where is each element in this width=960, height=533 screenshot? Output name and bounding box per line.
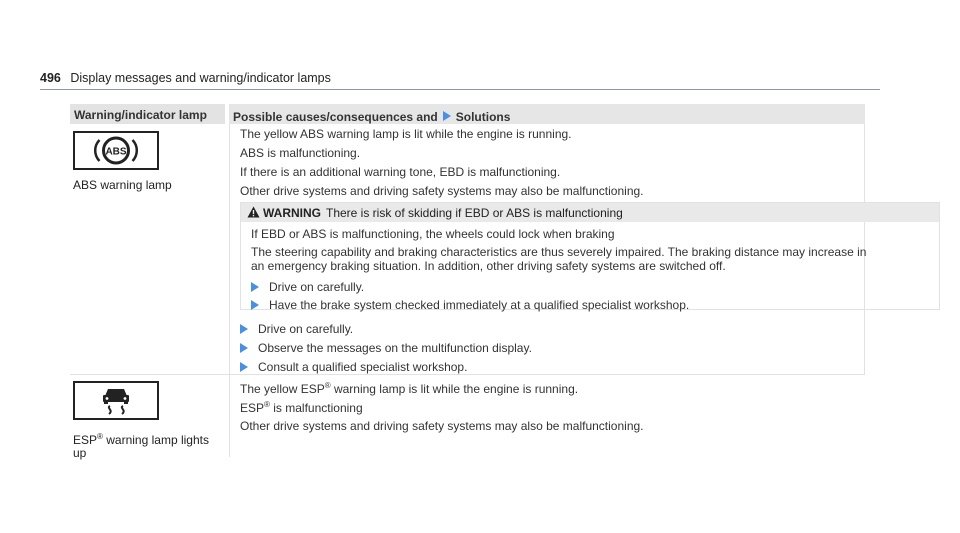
step-text: Consult a qualified specialist workshop. [258, 360, 468, 374]
cause-line: Other drive systems and driving safety systems may also be malfunctioning. [240, 419, 644, 433]
arrow-icon [251, 282, 259, 292]
abs-icon-text: ABS [105, 146, 127, 158]
cause-line: ESP® is malfunctioning [240, 400, 363, 415]
step-text: Observe the messages on the multifunction display. [258, 341, 532, 355]
col-header-causes [229, 104, 865, 124]
lamp-table [70, 104, 867, 460]
arrow-icon [443, 111, 451, 121]
step-text: Drive on carefully. [258, 322, 354, 336]
label-text: warning lamp lights [102, 433, 209, 447]
solution-step [240, 322, 353, 336]
table-row [70, 124, 865, 375]
warning-box [240, 202, 940, 310]
cause-line: If there is an additional warning tone, EBD is malfunctioning. [240, 165, 561, 179]
solution-step [240, 360, 467, 374]
arrow-icon [240, 362, 248, 372]
col-header-lamp: Warning/indicator lamp [70, 104, 225, 124]
arrow-icon [251, 300, 259, 310]
step-text: Have the brake system checked immediately at a qualified specialist workshop. [269, 298, 690, 312]
esp-warning-lamp-icon [73, 381, 159, 420]
col-header-causes-text: Possible causes/consequences and [233, 110, 438, 124]
warning-title: There is risk of skidding if EBD or ABS is malfunctioning [326, 205, 623, 220]
causes-cell [229, 124, 865, 374]
lamp-label [73, 430, 209, 460]
page-title: Display messages and warning/indicator lamps [70, 71, 331, 85]
label-text: ESP [73, 433, 98, 447]
step-text: Drive on carefully. [269, 280, 365, 294]
page-number: 496 [40, 71, 61, 85]
warning-step [251, 298, 689, 312]
arrow-icon [240, 324, 248, 334]
registered-mark: ® [97, 432, 103, 441]
label-text: up [73, 446, 87, 460]
page-header [40, 71, 331, 85]
warning-text: an emergency braking situation. In addition, other driving safety systems are switched off. [251, 259, 726, 273]
warning-word: WARNING [263, 205, 321, 220]
cause-line: Other drive systems and driving safety systems may also be malfunctioning. [240, 184, 644, 198]
warning-step [251, 280, 364, 294]
cause-line: The yellow ESP® warning lamp is lit while the engine is running. [240, 381, 579, 396]
lamp-cell [70, 375, 225, 460]
col-header-solutions-text: Solutions [455, 110, 511, 124]
abs-warning-lamp-icon [73, 131, 159, 170]
table-header [70, 104, 865, 124]
warning-triangle-icon [247, 206, 260, 218]
causes-cell [229, 375, 865, 457]
warning-header [241, 203, 939, 222]
header-rule [40, 89, 880, 90]
lamp-cell [70, 124, 225, 374]
warning-text: If EBD or ABS is malfunctioning, the wheels could lock when braking [251, 227, 615, 241]
lamp-label: ABS warning lamp [73, 178, 172, 192]
cause-line: The yellow ABS warning lamp is lit while the engine is running. [240, 127, 572, 141]
table-row [70, 375, 865, 460]
cause-line: ABS is malfunctioning. [240, 146, 361, 160]
warning-text: The steering capability and braking characteristics are thus severely impaired. The braking distance may increase in [251, 245, 867, 259]
solution-step [240, 341, 532, 355]
arrow-icon [240, 343, 248, 353]
